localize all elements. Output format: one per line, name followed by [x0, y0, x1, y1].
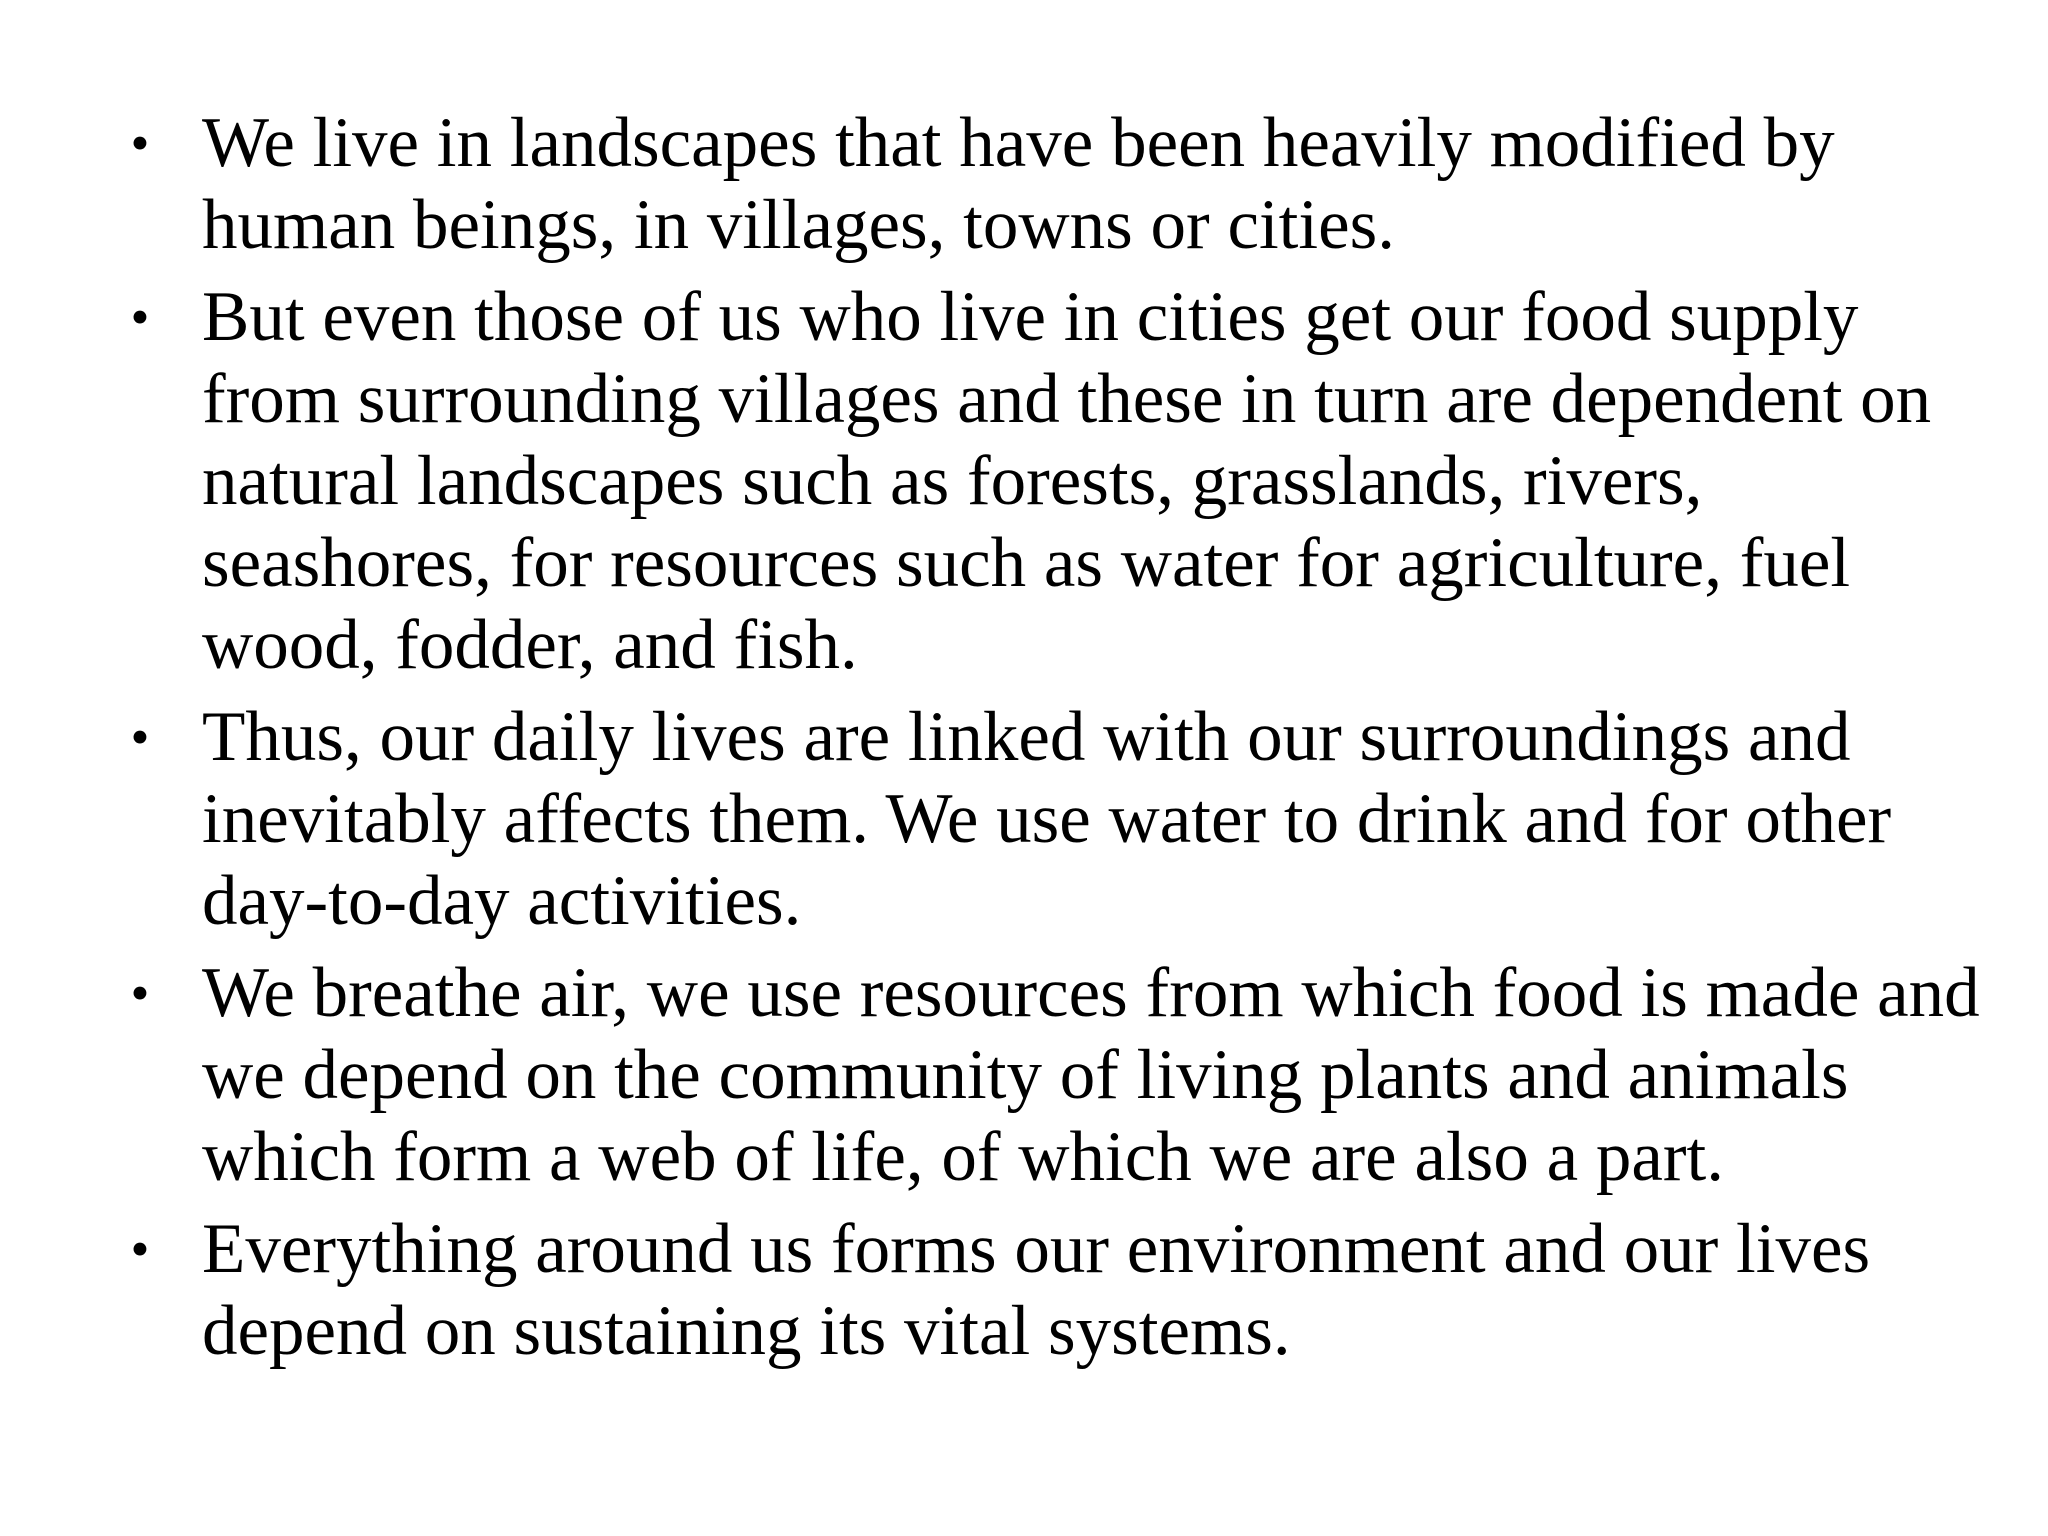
bullet-line: inevitably affects them. We use water to drink and for other	[202, 780, 1892, 858]
bullet-line: We breathe air, we use resources from which food is made and	[202, 954, 1980, 1032]
bullet-marker: •	[130, 707, 150, 767]
bullet-line: from surrounding villages and these in turn are dependent on	[202, 360, 1932, 438]
bullet-line: wood, fodder, and fish.	[202, 606, 858, 684]
bullet-item	[120, 276, 2000, 686]
bullet-marker: •	[130, 1219, 150, 1279]
bullet-line: natural landscapes such as forests, grasslands, rivers,	[202, 442, 1703, 520]
bullet-marker: •	[130, 113, 150, 173]
bullet-text	[202, 1208, 2048, 1372]
bullet-text	[202, 102, 2048, 266]
bullet-line: seashores, for resources such as water for agriculture, fuel	[202, 524, 1851, 602]
bullet-item	[120, 1208, 2000, 1372]
bullet-marker: •	[130, 287, 150, 347]
bullet-line: human beings, in villages, towns or cities.	[202, 186, 1396, 264]
bullet-line: which form a web of life, of which we are also a part.	[202, 1118, 1724, 1196]
bullet-text	[202, 952, 2048, 1198]
bullet-line: Everything around us forms our environment and our lives	[202, 1210, 1871, 1288]
bullet-line: But even those of us who live in cities get our food supply	[202, 278, 1859, 356]
bullet-item	[120, 696, 2000, 942]
bullet-line: We live in landscapes that have been heavily modified by	[202, 104, 1835, 182]
bullet-list	[120, 102, 2000, 1382]
bullet-text	[202, 696, 2048, 942]
bullet-line: Thus, our daily lives are linked with our surroundings and	[202, 698, 1851, 776]
bullet-marker: •	[130, 963, 150, 1023]
bullet-line: we depend on the community of living plants and animals	[202, 1036, 1849, 1114]
bullet-line: day-to-day activities.	[202, 862, 802, 940]
bullet-text	[202, 276, 2048, 686]
bullet-line: depend on sustaining its vital systems.	[202, 1292, 1291, 1370]
bullet-item	[120, 952, 2000, 1198]
bullet-item	[120, 102, 2000, 266]
